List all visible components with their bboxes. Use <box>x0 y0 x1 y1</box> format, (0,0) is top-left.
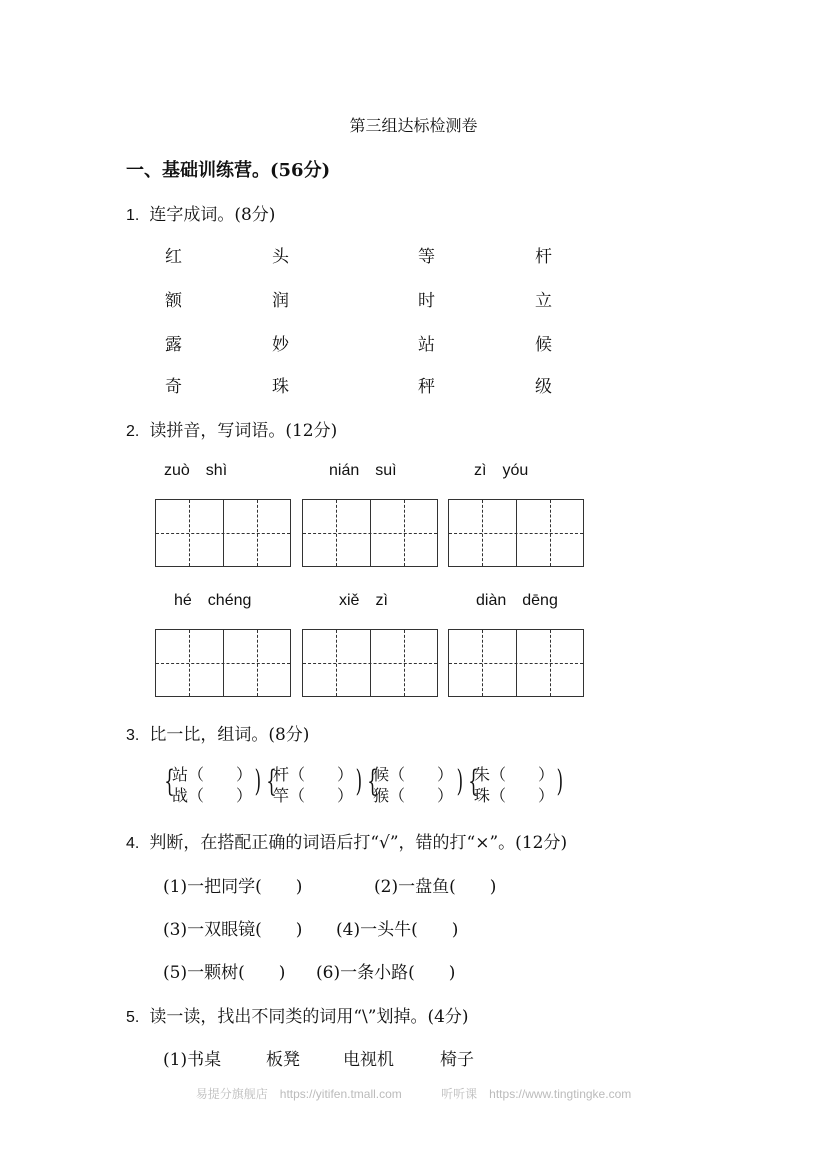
judge-item[interactable]: (1)一把同学( ) <box>163 877 303 897</box>
pinyin-label: zuò shì <box>164 462 228 479</box>
page-title: 第三组达标检测卷 <box>349 116 478 135</box>
compare-item: 竿（ ） <box>273 786 354 805</box>
writing-box[interactable] <box>448 629 584 697</box>
char-cell: 候 <box>535 335 552 355</box>
compare-item: 杆（ ） <box>273 765 354 784</box>
compare-item: 珠（ ） <box>474 786 555 805</box>
right-brace: ) <box>254 764 262 799</box>
footer-shop-url[interactable]: https://yitifen.tmall.com <box>279 1087 402 1101</box>
question-3 <box>126 720 309 745</box>
char-cell: 等 <box>418 247 435 267</box>
question-number: 4. <box>126 835 140 852</box>
left-brace: { <box>164 764 175 799</box>
right-brace: ) <box>456 764 464 799</box>
judge-item[interactable]: (2)一盘鱼( ) <box>374 877 497 897</box>
left-brace: { <box>468 764 479 799</box>
word-item[interactable]: 板凳 <box>266 1050 300 1070</box>
question-5 <box>126 1002 469 1027</box>
question-text: 读一读，找出不同类的词用“\”划掉。(4分) <box>149 1007 469 1027</box>
writing-box[interactable] <box>155 629 291 697</box>
right-brace: ) <box>556 764 564 799</box>
section-heading: 一、基础训练营。(56分) <box>126 160 331 181</box>
word-item[interactable]: 电视机 <box>343 1050 394 1070</box>
writing-box[interactable] <box>302 499 438 567</box>
char-cell: 额 <box>165 291 182 311</box>
pinyin-label: xiě zì <box>339 592 388 609</box>
left-brace: { <box>266 764 277 799</box>
question-text: 连字成词。(8分) <box>149 205 276 225</box>
char-cell: 立 <box>535 291 552 311</box>
question-4 <box>126 828 567 853</box>
word-item[interactable]: 椅子 <box>440 1050 474 1070</box>
question-number: 3. <box>126 727 140 744</box>
compare-groups <box>160 760 580 806</box>
char-cell: 润 <box>272 291 289 311</box>
question-text: 读拼音，写词语。(12分) <box>149 421 338 441</box>
footer-brand-name: 听听课 <box>441 1087 478 1101</box>
compare-item: 站（ ） <box>172 765 253 784</box>
judge-item[interactable]: (5)一颗树( ) <box>163 963 286 983</box>
pinyin-label: zì yóu <box>474 462 529 479</box>
char-cell: 头 <box>272 247 289 267</box>
footer-shop-name: 易提分旗舰店 <box>195 1087 268 1101</box>
question-2 <box>126 416 337 441</box>
compare-item: 战（ ） <box>172 786 253 805</box>
char-cell: 露 <box>165 335 182 355</box>
question-number: 2. <box>126 423 140 440</box>
compare-item: 朱（ ） <box>474 765 555 784</box>
question-number: 1. <box>126 207 140 224</box>
writing-box[interactable] <box>302 629 438 697</box>
compare-item: 猴（ ） <box>373 786 454 805</box>
char-cell: 时 <box>418 291 435 311</box>
writing-box[interactable] <box>448 499 584 567</box>
char-cell: 站 <box>418 335 435 355</box>
char-cell: 妙 <box>272 335 289 355</box>
judge-item[interactable]: (6)一条小路( ) <box>316 963 456 983</box>
footer-watermark <box>0 1085 827 1102</box>
word-item[interactable]: (1)书桌 <box>163 1050 222 1070</box>
char-cell: 杆 <box>535 247 552 267</box>
char-cell: 奇 <box>165 377 182 397</box>
char-cell: 秤 <box>418 377 435 397</box>
footer-brand-url[interactable]: https://www.tingtingke.com <box>489 1087 632 1101</box>
char-cell: 级 <box>535 377 552 397</box>
judge-item[interactable]: (4)一头牛( ) <box>336 920 459 940</box>
pinyin-label: diàn dēng <box>476 592 558 609</box>
question-text: 判断，在搭配正确的词语后打“√”，错的打“×”。(12分) <box>149 833 568 853</box>
left-brace: { <box>367 764 378 799</box>
question-number: 5. <box>126 1009 140 1026</box>
char-cell: 红 <box>165 247 182 267</box>
judge-item[interactable]: (3)一双眼镜( ) <box>163 920 303 940</box>
question-text: 比一比，组词。(8分) <box>149 725 310 745</box>
writing-box[interactable] <box>155 499 291 567</box>
right-brace: ) <box>355 764 363 799</box>
pinyin-label: nián suì <box>329 462 397 479</box>
pinyin-label: hé chéng <box>174 592 252 609</box>
compare-item: 候（ ） <box>373 765 454 784</box>
char-cell: 珠 <box>272 377 289 397</box>
question-1 <box>126 200 275 225</box>
